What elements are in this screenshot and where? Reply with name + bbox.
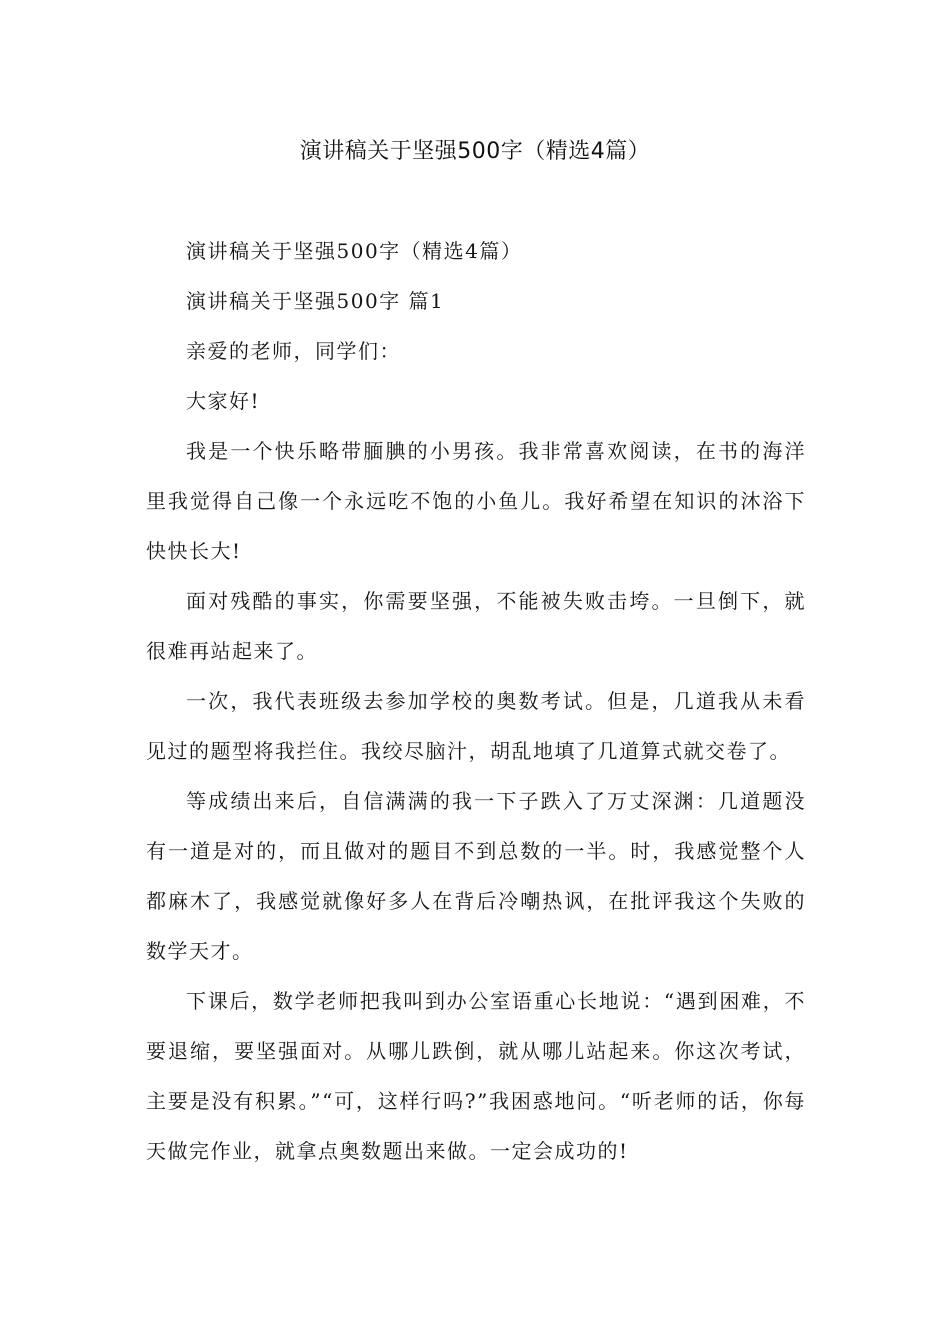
paragraph-body: 下课后，数学老师把我叫到办公室语重心长地说：“遇到困难，不要退缩，要坚强面对。从哪儿跌倒，就从哪儿站起来。你这次考试，主要是没有积累。”“可，这样行吗?”我困惑地问。“听老师的话，你每天做完作业，就拿点奥数题出来做。一定会成功的!	[146, 989, 806, 1163]
document-body	[146, 226, 806, 1176]
paragraph-body: 面对残酷的事实，你需要坚强，不能被失败击垮。一旦倒下，就很难再站起来了。	[146, 589, 806, 663]
paragraph-body: 等成绩出来后，自信满满的我一下子跌入了万丈深渊：几道题没有一道是对的，而且做对的题目不到总数的一半。时，我感觉整个人都麻木了，我感觉就像好多人在背后冷嘲热讽，在批评我这个失败的数学天才。	[146, 789, 806, 963]
document-title: 演讲稿关于坚强500字（精选4篇）	[299, 139, 651, 164]
paragraph-body: 一次，我代表班级去参加学校的奥数考试。但是，几道我从未看见过的题型将我拦住。我绞尽脑汁，胡乱地填了几道算式就交卷了。	[146, 689, 806, 763]
paragraph-greeting: 大家好!	[186, 389, 261, 413]
paragraph-body: 我是一个快乐略带腼腆的小男孩。我非常喜欢阅读，在书的海洋里我觉得自己像一个永远吃不饱的小鱼儿。我好希望在知识的沐浴下快快长大!	[146, 439, 806, 563]
paragraph-salutation: 亲爱的老师，同学们：	[186, 339, 401, 363]
paragraph-section-title: 演讲稿关于坚强500字 篇1	[186, 289, 445, 313]
paragraph-heading-repeat: 演讲稿关于坚强500字（精选4篇）	[186, 239, 523, 263]
